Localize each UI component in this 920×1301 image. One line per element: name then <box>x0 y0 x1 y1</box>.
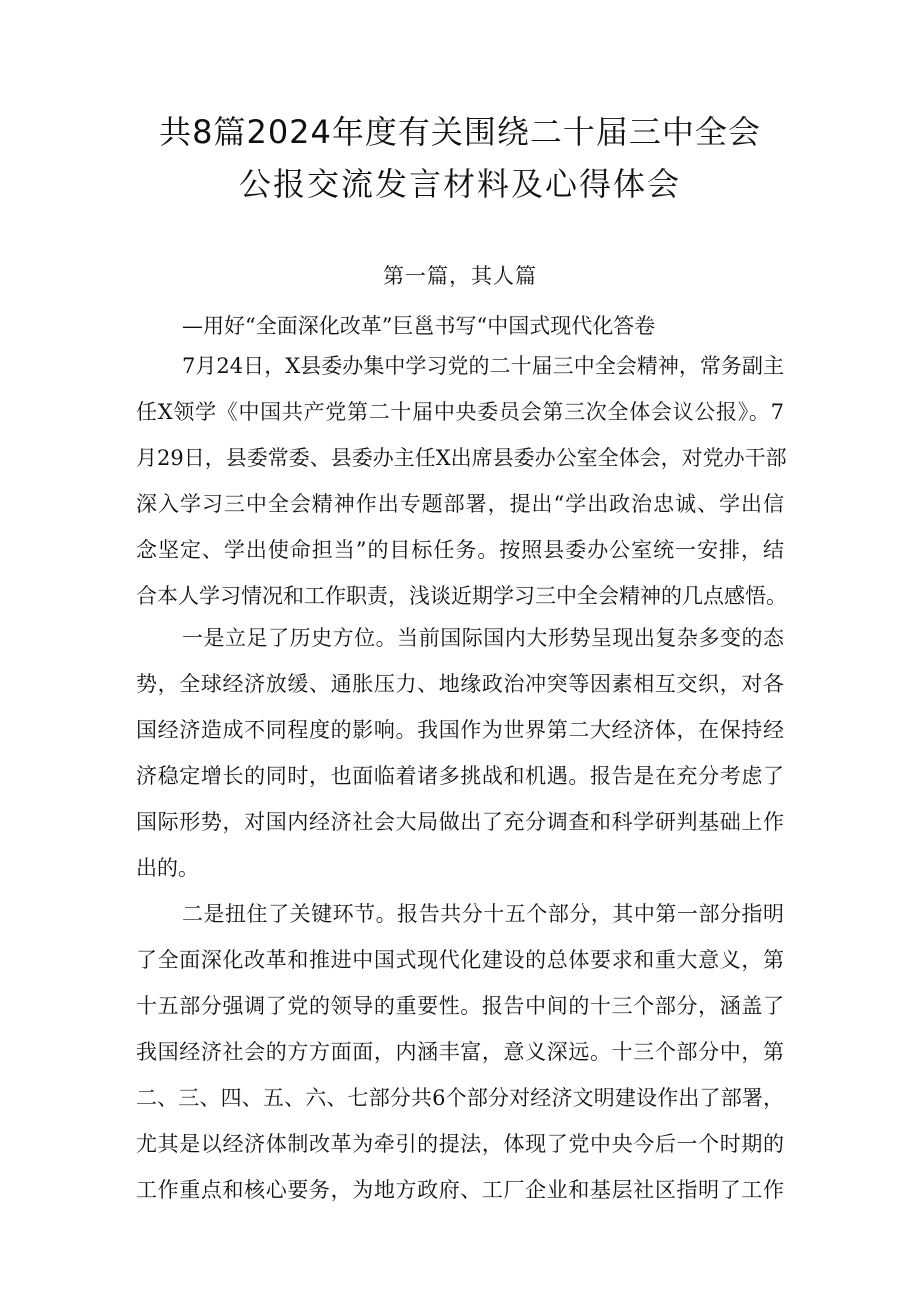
document-title-line-2: 公报交流发言材料及心得体会 <box>238 165 681 203</box>
paragraph-line: 我国经济社会的方方面面，内涵丰富，意义深远。十三个部分中，第 <box>136 1040 784 1064</box>
section-subtitle: —用好“全面深化改革”巨邕书写“中国式现代化答卷 <box>182 314 656 338</box>
paragraph-line: 工作重点和核心要务，为地方政府、工厂企业和基层社区指明了工作 <box>136 1178 784 1202</box>
paragraph-line: 国际形势，对国内经济社会大局做出了充分调查和科学研判基础上作 <box>136 810 784 834</box>
paragraph-line: 尤其是以经济体制改革为牵引的提法，体现了党中央今后一个时期的 <box>136 1132 784 1156</box>
paragraph-line: 合本人学习情况和工作职责，浅谈近期学习三中全会精神的几点感悟。 <box>136 584 787 608</box>
paragraph-line: 任X领学《中国共产党第二十届中央委员会第三次全体会议公报》。7 <box>136 400 784 424</box>
paragraph-line: 念坚定、学出使命担当”的目标任务。按照县委办公室统一安排，结 <box>136 538 784 562</box>
paragraph-line: 十五部分强调了党的领导的重要性。报告中间的十三个部分，涵盖了 <box>136 994 784 1018</box>
paragraph-line: 7月24日，X县委办集中学习党的二十届三中全会精神，常务副主 <box>182 354 784 378</box>
paragraph-line: 二是扭住了关键环节。报告共分十五个部分，其中第一部分指明 <box>182 902 784 926</box>
paragraph-line: 出的。 <box>136 856 199 880</box>
paragraph-line: 了全面深化改革和推进中国式现代化建设的总体要求和重大意义，第 <box>136 948 784 972</box>
paragraph-line: 月29日，县委常委、县委办主任X出席县委办公室全体会，对党办干部 <box>136 446 787 470</box>
paragraph-line: 深入学习三中全会精神作出专题部署，提出“学出政治忠诚、学出信 <box>136 492 784 516</box>
paragraph-line: 一是立足了历史方位。当前国际国内大形势呈现出复杂多变的态 <box>182 626 784 650</box>
paragraph-line: 济稳定增长的同时，也面临着诸多挑战和机遇。报告是在充分考虑了 <box>136 764 784 788</box>
paragraph-line: 国经济造成不同程度的影响。我国作为世界第二大经济体，在保持经 <box>136 718 784 742</box>
document-title-line-1: 共8篇2024年度有关围绕二十届三中全会 <box>159 113 761 151</box>
paragraph-line: 二、三、四、五、六、七部分共6个部分对经济文明建设作出了部署， <box>136 1086 784 1110</box>
section-heading: 第一篇，其人篇 <box>383 264 537 288</box>
paragraph-line: 势，全球经济放缓、通胀压力、地缘政治冲突等因素相互交织，对各 <box>136 672 784 696</box>
